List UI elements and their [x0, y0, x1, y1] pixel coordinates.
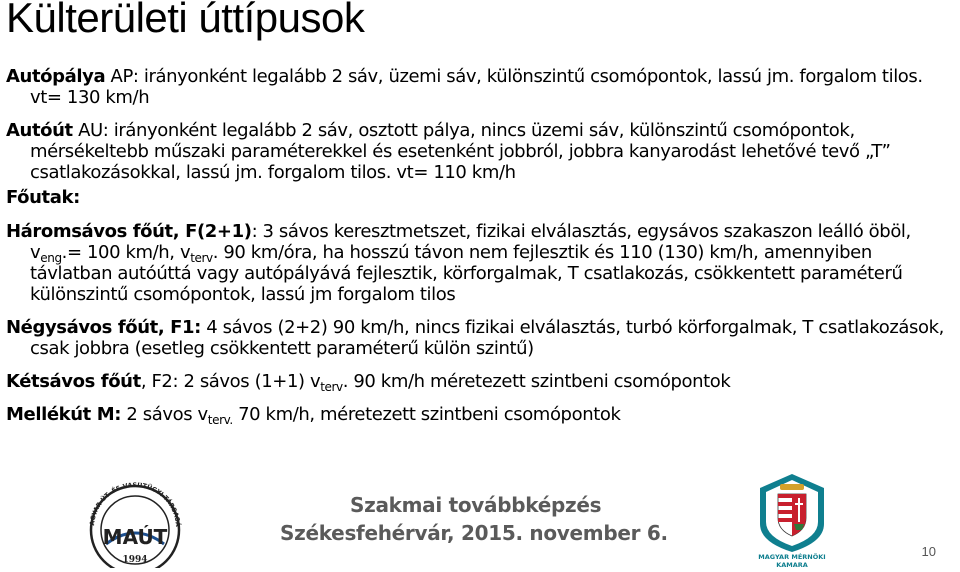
text-haromsavos-b: .= 100 km/h, v [61, 242, 191, 263]
page-title: Külterületi úttípusok [6, 0, 365, 41]
subscript-terv: terv [190, 251, 213, 265]
footer-line-1: Szakmai továbbképzés [350, 493, 602, 517]
paragraph-autopalya [6, 66, 954, 108]
maut-logo-emblem [80, 482, 190, 568]
paragraph-autout [6, 120, 954, 183]
term-autopalya: Autópálya [6, 66, 106, 87]
mmk-logo [752, 472, 832, 568]
content-body [6, 66, 954, 425]
term-ketsavos: Kétsávos főút [6, 371, 141, 392]
text-autout: AU: irányonként legalább 2 sáv, osztott pálya, nincs üzemi sáv, különszintű csomópontok, mérsékeltebb műszaki paraméterekkel és esetenként jobbról, jobbra kanyarodást lehetővé tevő „T” csatlakozásokkal, lassú jm. forgalom tilos. vt= 110 km/h [30, 120, 891, 183]
paragraph-haromsavos [6, 221, 954, 305]
footer-line-2: Székesfehérvár, 2015. november 6. [280, 521, 668, 545]
term-negysavos: Négysávos főút, F1: [6, 317, 201, 338]
subscript-eng: eng [40, 251, 62, 265]
term-haromsavos: Háromsávos főút, F(2+1) [6, 221, 252, 242]
text-mellekut-b: 70 km/h, méretezett szintbeni csomópontok [232, 404, 621, 425]
page-number: 10 [921, 544, 936, 559]
heading-foutak: Főutak: [6, 187, 80, 208]
text-mellekut-a: 2 sávos v [121, 404, 208, 425]
text-haromsavos-c: . 90 km/óra, ha hosszú távon nem fejlesztik és 110 (130) km/h, amennyiben távlatban autóúttá vagy autópályává fejlesztik, körforgalmak, T csatlakozás, csökkentett paraméterű különszintű csomópontok, lassú jm forgalom tilos [30, 242, 903, 305]
subscript-terv-m: terv. [207, 413, 233, 427]
paragraph-mellekut [6, 404, 954, 425]
mmk-caption-line-2: KAMARA [776, 561, 808, 568]
maut-year: 1994 [122, 555, 148, 565]
paragraph-ketsavos [6, 371, 954, 392]
text-haromsavos-a: : 3 sávos keresztmetszet, fizikai elválasztás, egysávos szakaszon leálló öböl, v [30, 221, 911, 263]
text-ketsavos-b: . 90 km/h méretezett szintbeni csomópontok [342, 371, 731, 392]
maut-wordmark: MAÚT [102, 525, 168, 549]
paragraph-negysavos [6, 317, 954, 359]
text-negysavos: 4 sávos (2+2) 90 km/h, nincs fizikai elválasztás, turbó körforgalmak, T csatlakozások, csak jobbra (esetleg csökkentett paraméterű külön szintű) [30, 317, 944, 359]
maut-logo [80, 482, 190, 568]
maut-ring-text: AGYAR ÚT- ÉS VASÚTÜGYI TÁRSASÁ [89, 482, 182, 528]
mmk-caption-line-1: MAGYAR MÉRNÖKI [758, 553, 826, 561]
term-autout: Autóút [6, 120, 73, 141]
text-ketsavos-a: , F2: 2 sávos (1+1) v [140, 371, 321, 392]
subscript-terv-f2: terv [320, 380, 343, 394]
text-autopalya: AP: irányonként legalább 2 sáv, üzemi sáv, különszintű csomópontok, lassú jm. forgalom tilos. vt= 130 km/h [30, 66, 923, 108]
term-mellekut: Mellékút M: [6, 404, 122, 425]
mmk-logo-emblem [752, 472, 832, 568]
